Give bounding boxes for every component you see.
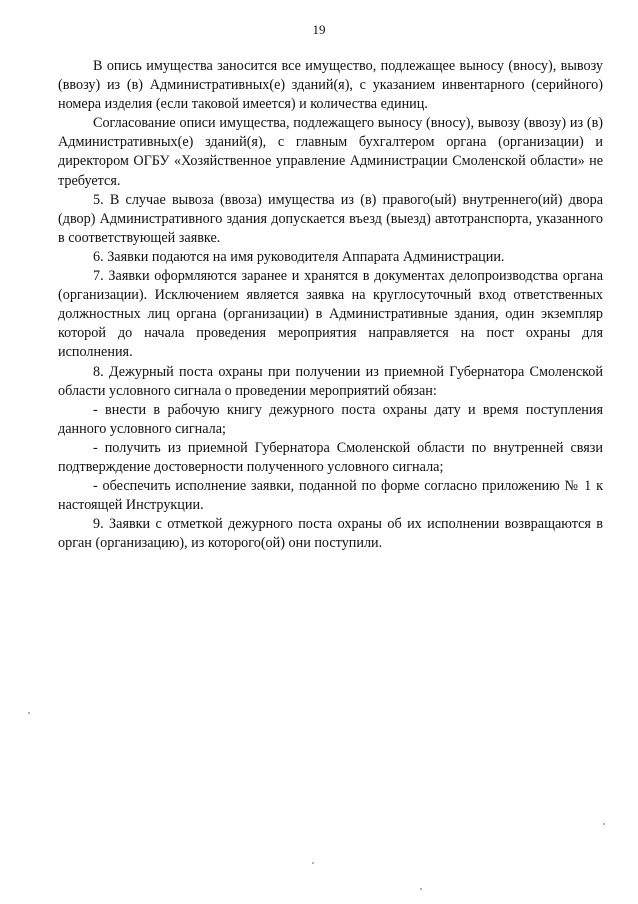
paragraph-duty-execution: - обеспечить исполнение заявки, поданной по форме согласно приложению № 1 к настоящей Инструкции. [58,478,603,514]
page-number: 19 [312,22,326,37]
paragraph-item-8-guard-duties: 8. Дежурный поста охраны при получении из приемной Губернатора Смоленской области условного сигнала о проведении мероприятий обязан: [58,363,603,399]
scan-artifact-dot [420,888,422,890]
paragraph-duty-confirmation: - получить из приемной Губернатора Смоленской области по внутренней связи подтверждение достоверности полученного условного сигнала; [58,439,603,475]
scan-artifact-dot [603,823,605,825]
paragraph-property-inventory: В опись имущества заносится все имущество, подлежащее выносу (вносу), вывозу (ввозу) из (в) Административных(е) зданий(я), с указанием инвентарного (серийного) номера изделия (если таковой имеется) и количества единиц. [58,58,603,113]
paragraph-inventory-approval: Согласование описи имущества, подлежащего выносу (вносу), вывозу (ввозу) из (в) Административных(е) зданий(я), с главным бухгалтером органа (организации) и директором ОГБУ «Хозяйственное управление Администрации Смоленской области» не требуется. [58,115,603,189]
paragraph-item-9-requests-return: 9. Заявки с отметкой дежурного поста охраны об их исполнении возвращаются в орган (организацию), из которого(ой) они поступили. [58,516,603,552]
document-body [58,57,603,553]
scan-artifact-dot [28,712,30,714]
scan-artifact-dot [312,862,314,864]
paragraph-item-5-vehicle-entry: 5. В случае вывоза (ввоза) имущества из (в) правого(ый) внутреннего(ий) двора (двор) Административного здания допускается въезд (выезд) автотранспорта, указанного в соответствующей заявке. [58,191,603,246]
paragraph-item-6-requests-addressee: 6. Заявки подаются на имя руководителя Аппарата Администрации. [93,248,505,265]
paragraph-duty-log-entry: - внести в рабочую книгу дежурного поста охраны дату и время поступления данного условного сигнала; [58,401,603,437]
paragraph-item-7-requests-handling: 7. Заявки оформляются заранее и хранятся в документах делопроизводства органа (организации). Исключением является заявка на круглосуточный вход ответственных должностных лиц органа (организации) в Административные здания, один экземпляр которой до начала проведения мероприятия направляется на пост охраны для исполнения. [58,268,603,361]
